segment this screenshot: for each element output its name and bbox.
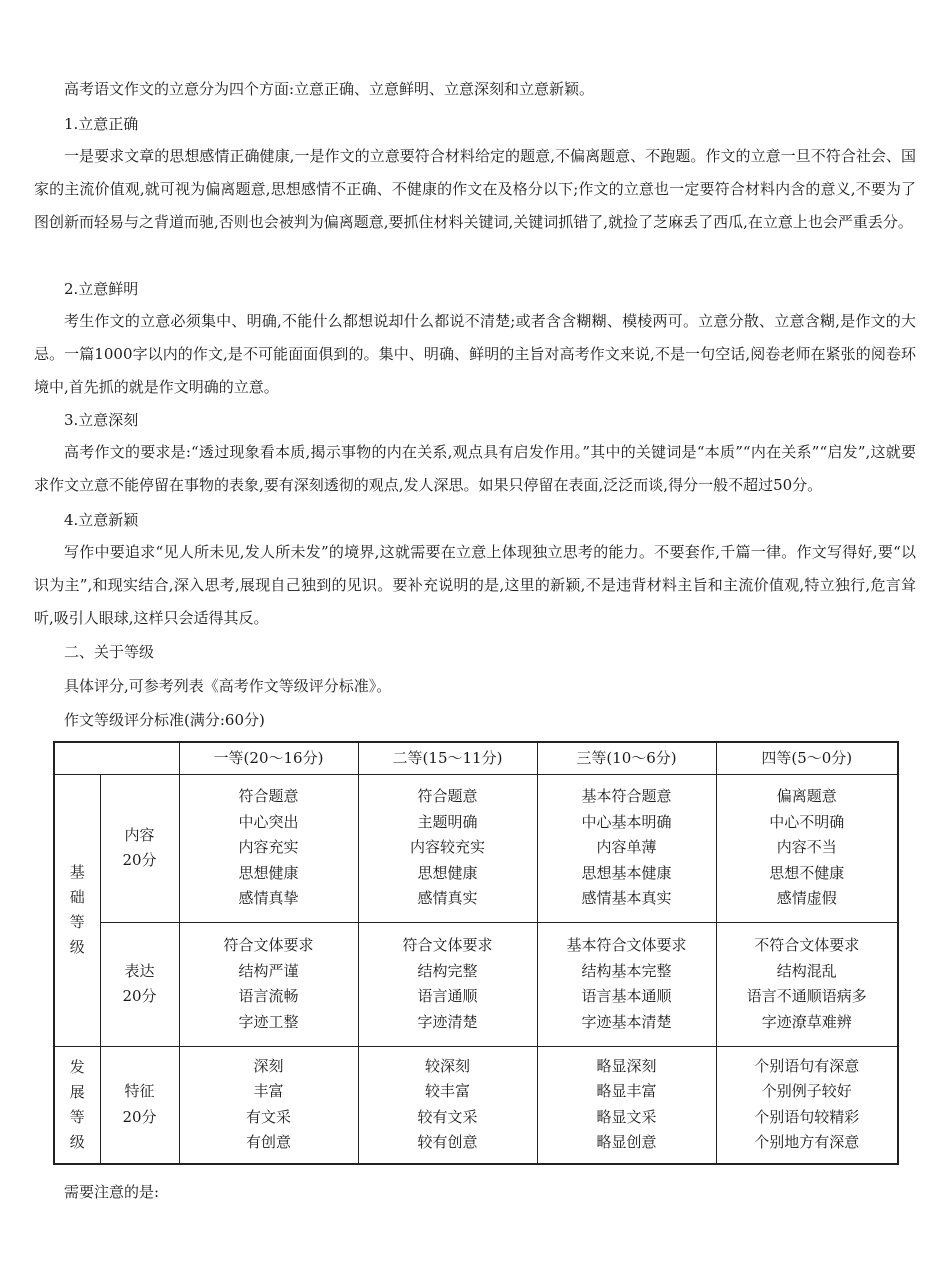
feature-grade-3: 略显深刻 略显丰富 略显文采 略显创意 <box>537 1046 716 1164</box>
basic-level-label: 基 础 等 级 <box>54 774 100 1046</box>
table-row-expression <box>54 922 898 1046</box>
expression-label: 表达 20分 <box>100 922 179 1046</box>
intro-paragraph: 高考语文作文的立意分为四个方面:立意正确、立意鲜明、立意深刻和立意新颖。 <box>64 80 595 98</box>
table-caption: 作文等级评分标准(满分:60分) <box>64 711 265 729</box>
section-heading-1: 1.立意正确 <box>64 115 139 133</box>
table-row-content <box>54 774 898 922</box>
expression-grade-1: 符合文体要求 结构严谨 语言流畅 字迹工整 <box>179 922 358 1046</box>
section-heading-4: 4.立意新颖 <box>64 511 139 529</box>
expression-grade-2: 符合文体要求 结构完整 语言通顺 字迹清楚 <box>358 922 537 1046</box>
section-heading-3: 3.立意深刻 <box>64 411 139 429</box>
table-header-row <box>54 742 898 774</box>
section-body-2: 考生作文的立意必须集中、明确,不能什么都想说却什么都说不清楚;或者含含糊糊、模棱两可。立意分散、立意含糊,是作文的大忌。一篇1000字以内的作文,是不可能面面俱到的。集中、明确、鲜明的主旨对高考作文来说,不是一句空话,阅卷老师在紧张的阅卷环境中,首先抓的就是作文明确的立意。 <box>34 312 916 396</box>
grading-table <box>53 741 899 1165</box>
feature-grade-1: 深刻 丰富 有文采 有创意 <box>179 1046 358 1164</box>
expression-grade-4: 不符合文体要求 结构混乱 语言不通顺语病多 字迹潦草难辨 <box>716 922 898 1046</box>
feature-grade-2: 较深刻 较丰富 较有文采 较有创意 <box>358 1046 537 1164</box>
part2-heading: 二、关于等级 <box>64 643 155 661</box>
content-grade-3: 基本符合题意 中心基本明确 内容单薄 思想基本健康 感情基本真实 <box>537 774 716 922</box>
feature-label: 特征 20分 <box>100 1046 179 1164</box>
content-grade-2: 符合题意 主题明确 内容较充实 思想健康 感情真实 <box>358 774 537 922</box>
table-row-feature <box>54 1046 898 1164</box>
content-label: 内容 20分 <box>100 774 179 922</box>
part2-body: 具体评分,可参考列表《高考作文等级评分标准》。 <box>64 677 392 695</box>
header-grade-1: 一等(20～16分) <box>179 742 358 774</box>
header-grade-4: 四等(5～0分) <box>716 742 898 774</box>
header-grade-3: 三等(10～6分) <box>537 742 716 774</box>
section-body-3: 高考作文的要求是:“透过现象看本质,揭示事物的内在关系,观点具有启发作用。”其中的关键词是“本质”“内在关系”“启发”,这就要求作文立意不能停留在事物的表象,要有深刻透彻的观点,发人深思。如果只停留在表面,泛泛而谈,得分一般不超过50分。 <box>34 443 916 494</box>
section-heading-2: 2.立意鲜明 <box>64 280 139 298</box>
development-level-label: 发 展 等 级 <box>54 1046 100 1164</box>
table-corner-cell <box>54 742 179 774</box>
expression-grade-3: 基本符合文体要求 结构基本完整 语言基本通顺 字迹基本清楚 <box>537 922 716 1046</box>
header-grade-2: 二等(15～11分) <box>358 742 537 774</box>
feature-grade-4: 个别语句有深意 个别例子较好 个别语句较精彩 个别地方有深意 <box>716 1046 898 1164</box>
note-text: 需要注意的是: <box>64 1183 160 1201</box>
section-body-1: 一是要求文章的思想感情正确健康,一是作文的立意要符合材料给定的题意,不偏离题意、不跑题。作文的立意一旦不符合社会、国家的主流价值观,就可视为偏离题意,思想感情不正确、不健康的作文在及格分以下;作文的立意也一定要符合材料内含的意义,不要为了图创新而轻易与之背道而驰,否则也会被判为偏离题意,要抓住材料关键词,关键词抓错了,就捡了芝麻丢了西瓜,在立意上也会严重丢分。 <box>34 147 916 231</box>
content-grade-4: 偏离题意 中心不明确 内容不当 思想不健康 感情虚假 <box>716 774 898 922</box>
section-body-4: 写作中要追求“见人所未见,发人所未发”的境界,这就需要在立意上体现独立思考的能力。不要套作,千篇一律。作文写得好,要“以识为主”,和现实结合,深入思考,展现自己独到的见识。要补充说明的是,这里的新颖,不是违背材料主旨和主流价值观,特立独行,危言耸听,吸引人眼球,这样只会适得其反。 <box>34 543 916 627</box>
content-grade-1: 符合题意 中心突出 内容充实 思想健康 感情真挚 <box>179 774 358 922</box>
